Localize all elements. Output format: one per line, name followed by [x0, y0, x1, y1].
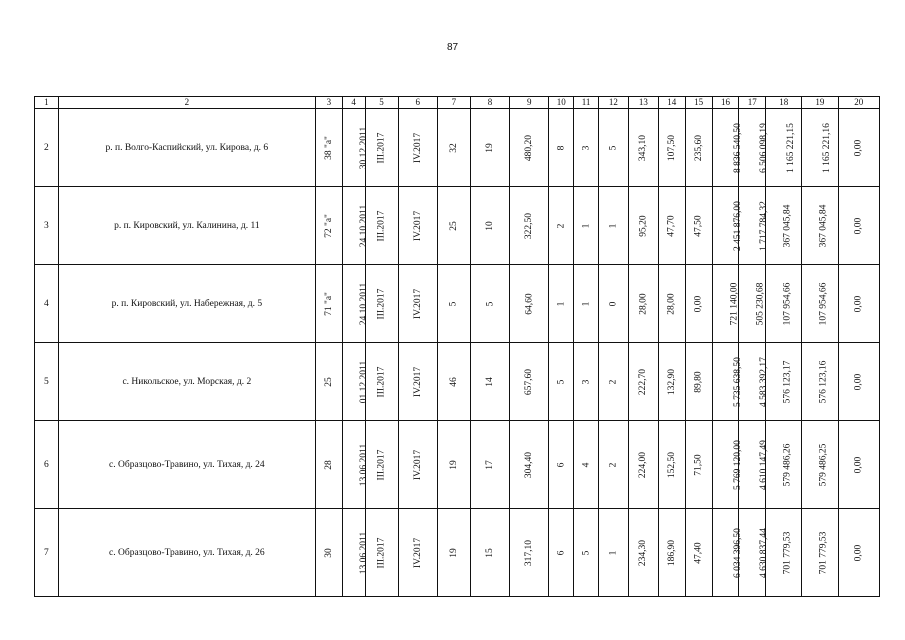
rotated-value: IV.2017	[412, 132, 423, 163]
rotated-value: 2	[556, 223, 567, 228]
header-cell: 1	[35, 97, 59, 109]
header-cell: 13	[628, 97, 658, 109]
rotated-value: 5	[556, 379, 567, 384]
value-cell	[628, 265, 658, 343]
rotated-value: 0,00	[693, 295, 704, 312]
value-cell	[342, 421, 370, 509]
rotated-value: 579 486,25	[818, 443, 829, 486]
value-cell	[802, 421, 838, 509]
rotated-value: 107,50	[666, 134, 677, 161]
value-cell	[437, 265, 470, 343]
header-cell: 2	[58, 97, 315, 109]
rotated-value: 24.10.2011	[359, 282, 370, 325]
rotated-value: 317,10	[524, 539, 535, 566]
rotated-value: IV.2017	[412, 366, 423, 397]
value-cell	[838, 187, 880, 265]
rotated-value: 304,40	[524, 451, 535, 478]
rotated-value: 1 165 221,15	[786, 122, 797, 173]
value-cell	[598, 109, 628, 187]
rotated-value: 72 "а"	[323, 213, 334, 238]
value-cell	[549, 265, 574, 343]
value-cell	[549, 187, 574, 265]
value-cell	[766, 421, 802, 509]
header-cell: 4	[342, 97, 365, 109]
rotated-value: 2	[608, 379, 619, 384]
value-cell	[437, 421, 470, 509]
value-cell	[315, 509, 342, 597]
rotated-value: IV.2017	[412, 449, 423, 480]
rotated-value: 0	[608, 301, 619, 306]
value-cell	[470, 109, 509, 187]
value-cell	[470, 509, 509, 597]
value-cell	[365, 343, 398, 421]
value-cell	[315, 109, 342, 187]
rotated-value: 47,50	[693, 214, 704, 237]
rotated-value: III.2017	[376, 288, 387, 319]
address-cell: с. Никольское, ул. Морская, д. 2	[58, 343, 315, 421]
rotated-value: 24.10.2011	[359, 204, 370, 247]
value-cell	[685, 421, 712, 509]
rotated-value: 28	[323, 459, 334, 470]
rotated-value: 0,00	[853, 373, 864, 390]
rotated-value: 107 954,66	[782, 282, 793, 325]
value-cell	[365, 265, 398, 343]
rotated-value: 5	[608, 145, 619, 150]
header-row	[35, 97, 880, 109]
rotated-value: 1	[556, 301, 567, 306]
value-cell	[712, 343, 743, 421]
value-cell	[510, 343, 549, 421]
value-cell	[510, 109, 549, 187]
value-cell	[315, 343, 342, 421]
rotated-value: 30	[323, 547, 334, 558]
rotated-value: 71 "а"	[323, 291, 334, 316]
rotated-value: 5 735 638,50	[732, 356, 743, 407]
rotated-value: 13.06.2011	[359, 443, 370, 486]
value-cell	[398, 509, 437, 597]
table-row	[35, 109, 880, 187]
value-cell	[549, 109, 574, 187]
header-cell: 6	[398, 97, 437, 109]
rotated-value: 1 717 784,32	[759, 200, 770, 251]
value-cell	[470, 265, 509, 343]
rotated-value: 657,60	[524, 368, 535, 395]
rotated-value: 152,50	[666, 451, 677, 478]
value-cell	[658, 509, 685, 597]
rotated-value: 10	[485, 220, 495, 231]
rotated-value: 30.12.2011	[359, 126, 370, 169]
value-cell	[838, 343, 880, 421]
rotated-value: 28,00	[666, 292, 677, 315]
value-cell	[658, 109, 685, 187]
value-cell	[628, 343, 658, 421]
value-cell	[712, 109, 743, 187]
rotated-value: 234,30	[638, 539, 649, 566]
value-cell	[766, 265, 802, 343]
value-cell	[574, 421, 599, 509]
value-cell	[510, 509, 549, 597]
header-cell: 18	[766, 97, 802, 109]
rotated-value: 19	[448, 459, 459, 470]
rotated-value: 32	[448, 142, 459, 153]
header-cell: 20	[838, 97, 880, 109]
value-cell	[712, 509, 743, 597]
value-cell	[838, 421, 880, 509]
rotated-value: 235,60	[693, 134, 704, 161]
value-cell	[470, 187, 509, 265]
header-cell: 14	[658, 97, 685, 109]
rotated-value: 367 045,84	[782, 204, 793, 247]
value-cell	[342, 187, 370, 265]
address-cell: с. Образцово-Травино, ул. Тихая, д. 26	[58, 509, 315, 597]
value-cell	[398, 421, 437, 509]
value-cell	[838, 109, 880, 187]
rotated-value: 576 123,17	[782, 360, 793, 403]
rotated-value: III.2017	[376, 537, 387, 568]
value-cell	[574, 187, 599, 265]
rotated-value: IV.2017	[412, 210, 423, 241]
rotated-value: 47,70	[666, 214, 677, 237]
rotated-value: 224,00	[638, 451, 649, 478]
rotated-value: 186,90	[666, 539, 677, 566]
header-cell: 9	[510, 97, 549, 109]
rotated-value: 19	[485, 142, 495, 153]
row-number-cell: 4	[35, 265, 59, 343]
value-cell	[398, 265, 437, 343]
address-cell: р. п. Волго-Каспийский, ул. Кирова, д. 6	[58, 109, 315, 187]
header-cell: 15	[685, 97, 712, 109]
rotated-value: 28,00	[638, 292, 649, 315]
rotated-value: 701 779,53	[818, 531, 829, 574]
rotated-value: 6	[556, 550, 567, 555]
value-cell	[658, 187, 685, 265]
rotated-value: 0,00	[853, 295, 864, 312]
row-number-cell: 7	[35, 509, 59, 597]
rotated-value: 343,10	[638, 134, 649, 161]
rotated-value: 322,50	[524, 212, 535, 239]
value-cell	[685, 265, 712, 343]
value-cell	[658, 265, 685, 343]
rotated-value: 1	[581, 223, 592, 228]
value-cell	[628, 421, 658, 509]
rotated-value: III.2017	[376, 366, 387, 397]
value-cell	[685, 509, 712, 597]
rotated-value: 1	[608, 550, 619, 555]
value-cell	[437, 343, 470, 421]
header-cell: 19	[802, 97, 838, 109]
rotated-value: 0,00	[853, 139, 864, 156]
rotated-value: 71,50	[693, 453, 704, 476]
rotated-value: 107 954,66	[818, 282, 829, 325]
rotated-value: 721 140,00	[728, 282, 739, 325]
value-cell	[315, 265, 342, 343]
rotated-value: 701 779,53	[782, 531, 793, 574]
rotated-value: 0,00	[853, 217, 864, 234]
row-number-cell: 2	[35, 109, 59, 187]
rotated-value: 0,00	[853, 456, 864, 473]
header-cell: 3	[315, 97, 342, 109]
value-cell	[549, 509, 574, 597]
value-cell	[598, 421, 628, 509]
value-cell	[766, 343, 802, 421]
rotated-value: 2	[608, 462, 619, 467]
value-cell	[342, 509, 370, 597]
value-cell	[437, 509, 470, 597]
rotated-value: 367 045,84	[818, 204, 829, 247]
value-cell	[315, 421, 342, 509]
value-cell	[510, 187, 549, 265]
value-cell	[802, 187, 838, 265]
value-cell	[766, 509, 802, 597]
value-cell	[398, 187, 437, 265]
rotated-value: 19	[448, 547, 459, 558]
rotated-value: III.2017	[376, 210, 387, 241]
value-cell	[766, 109, 802, 187]
rotated-value: 480,20	[524, 134, 535, 161]
rotated-value: 14	[485, 376, 495, 387]
value-cell	[342, 343, 370, 421]
rotated-value: IV.2017	[412, 537, 423, 568]
rotated-value: 6	[556, 462, 567, 467]
rotated-value: 4 610 147,49	[759, 439, 770, 490]
value-cell	[574, 265, 599, 343]
value-cell	[470, 421, 509, 509]
value-cell	[712, 421, 743, 509]
value-cell	[712, 265, 739, 343]
value-cell	[658, 343, 685, 421]
value-cell	[365, 509, 398, 597]
address-cell: р. п. Кировский, ул. Калинина, д. 11	[58, 187, 315, 265]
table-row	[35, 509, 880, 597]
value-cell	[598, 343, 628, 421]
value-cell	[574, 109, 599, 187]
value-cell	[802, 343, 838, 421]
row-number-cell: 3	[35, 187, 59, 265]
rotated-value: 1	[608, 223, 619, 228]
value-cell	[685, 187, 712, 265]
value-cell	[549, 343, 574, 421]
header-cell: 10	[549, 97, 574, 109]
value-cell	[628, 187, 658, 265]
value-cell	[685, 109, 712, 187]
value-cell	[802, 109, 838, 187]
rotated-value: 38 "а"	[323, 135, 334, 160]
value-cell	[766, 187, 802, 265]
value-cell	[802, 509, 838, 597]
value-cell	[342, 265, 370, 343]
rotated-value: 15	[485, 547, 495, 558]
rotated-value: 1 165 221,16	[822, 122, 833, 173]
rotated-value: 505 230,68	[755, 282, 766, 325]
rotated-value: 2 451 876,00	[732, 200, 743, 251]
value-cell	[712, 187, 743, 265]
table-row	[35, 187, 880, 265]
header-cell: 5	[365, 97, 398, 109]
value-cell	[437, 109, 470, 187]
value-cell	[365, 109, 398, 187]
value-cell	[365, 421, 398, 509]
rotated-value: 3	[581, 379, 592, 384]
rotated-value: 5 769 120,00	[732, 439, 743, 490]
value-cell	[398, 109, 437, 187]
table-row	[35, 421, 880, 509]
header-cell: 12	[598, 97, 628, 109]
table-row	[35, 265, 880, 343]
rotated-value: 4 583 392,17	[759, 356, 770, 407]
rotated-value: 6 506 098,19	[759, 122, 770, 173]
header-cell: 16	[712, 97, 739, 109]
rotated-value: 95,20	[638, 214, 649, 237]
value-cell	[838, 265, 880, 343]
value-cell	[510, 421, 549, 509]
row-number-cell: 6	[35, 421, 59, 509]
rotated-value: IV.2017	[412, 288, 423, 319]
value-cell	[470, 343, 509, 421]
rotated-value: 222,70	[638, 368, 649, 395]
value-cell	[574, 343, 599, 421]
value-cell	[437, 187, 470, 265]
value-cell	[598, 265, 628, 343]
rotated-value: 132,90	[666, 368, 677, 395]
rotated-value: 1	[581, 301, 592, 306]
rotated-value: 4	[581, 462, 592, 467]
rotated-value: 64,60	[524, 292, 535, 315]
value-cell	[628, 109, 658, 187]
rotated-value: 576 123,16	[818, 360, 829, 403]
rotated-value: 579 486,26	[782, 443, 793, 486]
rotated-value: 4 630 837,44	[759, 527, 770, 578]
value-cell	[838, 509, 880, 597]
value-cell	[398, 343, 437, 421]
value-cell	[574, 509, 599, 597]
rotated-value: 25	[323, 376, 334, 387]
header-cell: 7	[437, 97, 470, 109]
rotated-value: 13.06.2011	[359, 531, 370, 574]
rotated-value: 46	[448, 376, 459, 387]
rotated-value: 17	[485, 459, 495, 470]
address-cell: с. Образцово-Травино, ул. Тихая, д. 24	[58, 421, 315, 509]
rotated-value: III.2017	[376, 132, 387, 163]
value-cell	[685, 343, 712, 421]
rotated-value: III.2017	[376, 449, 387, 480]
value-cell	[802, 265, 838, 343]
header-cell: 8	[470, 97, 509, 109]
value-cell	[598, 509, 628, 597]
rotated-value: 0,00	[853, 544, 864, 561]
rotated-value: 5	[485, 301, 495, 306]
page-number: 87	[446, 42, 459, 53]
value-cell	[658, 421, 685, 509]
value-cell	[315, 187, 342, 265]
rotated-value: 8	[556, 145, 567, 150]
rotated-value: 47,40	[693, 541, 704, 564]
rotated-value: 01.12.2011	[359, 360, 370, 403]
rotated-value: 6 034 396,50	[732, 527, 743, 578]
value-cell	[628, 509, 658, 597]
header-cell: 11	[574, 97, 599, 109]
rotated-value: 89,80	[693, 370, 704, 393]
value-cell	[365, 187, 398, 265]
header-cell: 17	[739, 97, 766, 109]
value-cell	[598, 187, 628, 265]
value-cell	[739, 265, 766, 343]
row-number-cell: 5	[35, 343, 59, 421]
value-cell	[549, 421, 574, 509]
rotated-value: 8 836 540,50	[732, 122, 743, 173]
address-cell: р. п. Кировский, ул. Набережная, д. 5	[58, 265, 315, 343]
rotated-value: 5	[448, 301, 459, 306]
table-row	[35, 343, 880, 421]
data-table	[34, 96, 880, 597]
rotated-value: 3	[581, 145, 592, 150]
rotated-value: 25	[448, 220, 459, 231]
rotated-value: 5	[581, 550, 592, 555]
value-cell	[342, 109, 370, 187]
value-cell	[510, 265, 549, 343]
